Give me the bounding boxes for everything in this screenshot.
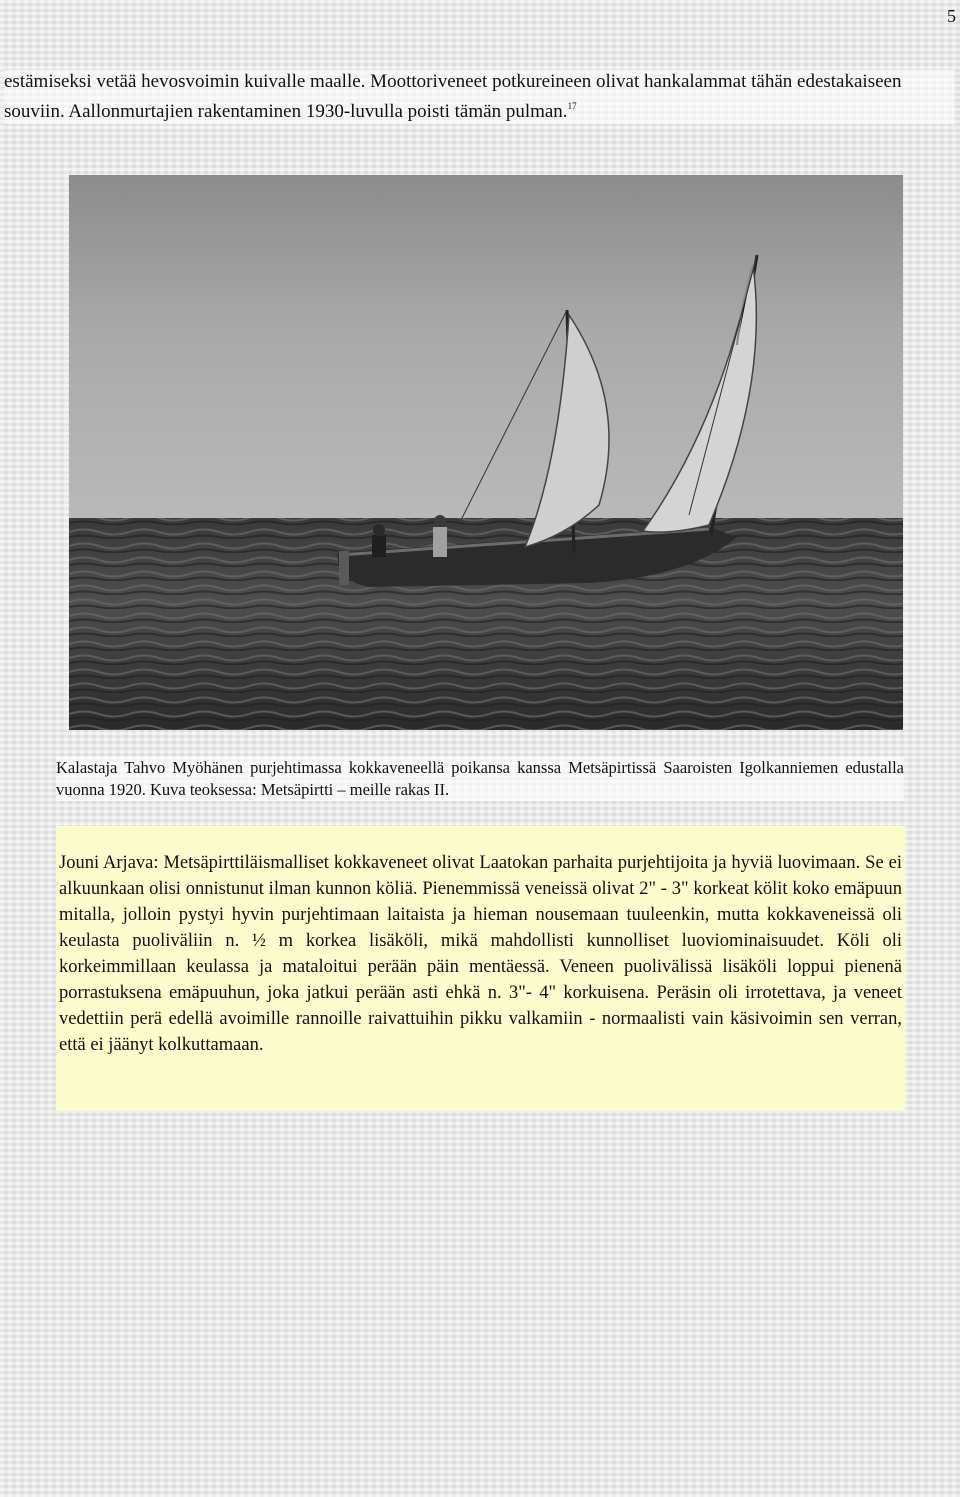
footnote-marker: 17 (567, 101, 577, 111)
intro-paragraph (4, 70, 954, 124)
photo-caption: Kalastaja Tahvo Myöhänen purjehtimassa kokkaveneellä poikansa kanssa Metsäpirtissä Saaroisten Igolkanniemen edustalla vuonna 1920. Kuva teoksessa: Metsäpirtti – meille rakas II. (56, 758, 904, 799)
intro-text: estämiseksi vetää hevosvoimin kuivalle maalle. Moottoriveneet potkureineen olivat hankalammat tähän edestakaiseen souviin. Aallonmurtajien rakentaminen 1930-luvulla poisti tämän pulman. (4, 71, 902, 122)
sailboat-photo (69, 175, 903, 730)
sailboat-photo-graphic (69, 175, 903, 730)
page-number: 5 (947, 6, 956, 26)
quote-text: Jouni Arjava: Metsäpirttiläismalliset kokkaveneet olivat Laatokan parhaita purjehtijoita ja hyviä luovimaan. Se ei alkuunkaan olisi onnistunut ilman kunnon köliä. Pienemmissä veneissä olivat 2" - 3" korkeat kölit koko emäpuun mitalla, jolloin pystyi hyvin purjehtimaan laitaista ja hieman nousemaan tuuleenkin, mutta kokkaveneissä oli keulasta puoliväliin n. ½ m korkea lisäköli, mikä mahdollisti kunnolliset luoviominaisuudet. Köli oli korkeimmillaan keulassa ja mataloitui perään päin mentäessä. Veneen puolivälissä lisäköli loppui pienenä porrastuksena emäpuuhun, joka jatkui perään asti ehkä n. 3"- 4" korkuisena. Peräsin oli irrotettava, ja veneet vedettiin perä edellä avoimille rannoille raivattuihin pikku valkamiin - normaalisti vain käsivoimin sen verran, että ei jäänyt kolkuttamaan. (59, 853, 902, 1055)
quote-box (56, 826, 905, 1111)
